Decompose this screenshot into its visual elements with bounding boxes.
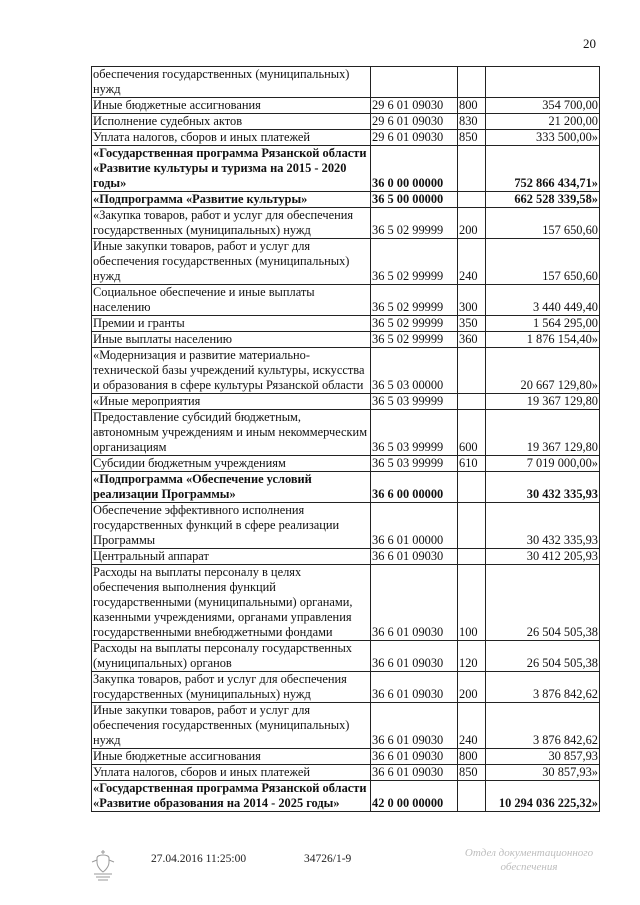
cell-sum: 157 650,60 <box>486 208 600 239</box>
cell-vr <box>458 146 486 192</box>
cell-vr <box>458 348 486 394</box>
cell-code: 36 6 01 09030 <box>371 703 458 749</box>
cell-sum: 30 432 335,93 <box>486 472 600 503</box>
cell-code: 36 5 02 99999 <box>371 316 458 332</box>
cell-vr: 600 <box>458 410 486 456</box>
cell-sum: 30 412 205,93 <box>486 549 600 565</box>
cell-code: 36 5 03 99999 <box>371 394 458 410</box>
cell-code: 42 0 00 00000 <box>371 781 458 812</box>
table-row <box>92 316 600 332</box>
cell-code: 36 6 01 09030 <box>371 672 458 703</box>
cell-code: 36 5 02 99999 <box>371 239 458 285</box>
table-row <box>92 472 600 503</box>
cell-code: 29 6 01 09030 <box>371 130 458 146</box>
cell-vr: 830 <box>458 114 486 130</box>
table-row <box>92 703 600 749</box>
cell-sum: 19 367 129,80 <box>486 394 600 410</box>
cell-sum: 19 367 129,80 <box>486 410 600 456</box>
table-row <box>92 192 600 208</box>
cell-vr <box>458 781 486 812</box>
table-row <box>92 208 600 239</box>
cell-sum: 10 294 036 225,32» <box>486 781 600 812</box>
cell-name: Уплата налогов, сборов и иных платежей <box>92 765 371 781</box>
cell-sum: 7 019 000,00» <box>486 456 600 472</box>
cell-vr <box>458 472 486 503</box>
cell-name: Обеспечение эффективного исполнения государственных функций в сфере реализации Программы <box>92 503 371 549</box>
cell-name: Предоставление субсидий бюджетным, автономным учреждениям и иным некоммерческим организациям <box>92 410 371 456</box>
cell-vr <box>458 549 486 565</box>
cell-sum: 354 700,00 <box>486 98 600 114</box>
cell-vr <box>458 67 486 98</box>
cell-code: 36 5 02 99999 <box>371 208 458 239</box>
cell-sum: 1 876 154,40» <box>486 332 600 348</box>
cell-sum: 3 876 842,62 <box>486 703 600 749</box>
cell-name: «Подпрограмма «Обеспечение условий реализации Программы» <box>92 472 371 503</box>
cell-name: Расходы на выплаты персоналу государственных (муниципальных) органов <box>92 641 371 672</box>
footer-date: 27.04.2016 11:25:00 <box>151 853 247 865</box>
cell-code: 29 6 01 09030 <box>371 98 458 114</box>
cell-vr: 800 <box>458 98 486 114</box>
cell-name: обеспечения государственных (муниципальных) нужд <box>92 67 371 98</box>
cell-vr: 120 <box>458 641 486 672</box>
cell-name: Социальное обеспечение и иные выплаты населению <box>92 285 371 316</box>
cell-code: 36 6 01 00000 <box>371 503 458 549</box>
cell-code: 36 5 02 99999 <box>371 332 458 348</box>
cell-name: «Модернизация и развитие материально-технической базы учреждений культуры, искусства и образования в сфере культуры Рязанской области <box>92 348 371 394</box>
cell-sum: 20 667 129,80» <box>486 348 600 394</box>
cell-vr: 200 <box>458 208 486 239</box>
table-row <box>92 114 600 130</box>
watermark-line-2: обеспечения <box>500 861 558 873</box>
cell-sum: 333 500,00» <box>486 130 600 146</box>
cell-sum: 662 528 339,58» <box>486 192 600 208</box>
cell-vr <box>458 192 486 208</box>
page-number: 20 <box>583 36 596 51</box>
table-row <box>92 348 600 394</box>
cell-sum: 157 650,60 <box>486 239 600 285</box>
cell-code <box>371 67 458 98</box>
cell-name: «Государственная программа Рязанской области «Развитие образования на 2014 - 2025 годы» <box>92 781 371 812</box>
budget-table-body <box>92 67 600 812</box>
table-row <box>92 641 600 672</box>
cell-code: 36 6 01 09030 <box>371 765 458 781</box>
table-row <box>92 410 600 456</box>
table-row <box>92 749 600 765</box>
cell-code: 36 5 03 00000 <box>371 348 458 394</box>
cell-vr <box>458 394 486 410</box>
watermark <box>444 846 614 874</box>
cell-name: Закупка товаров, работ и услуг для обеспечения государственных (муниципальных) нужд <box>92 672 371 703</box>
cell-code: 36 5 03 99999 <box>371 410 458 456</box>
table-row <box>92 781 600 812</box>
cell-code: 36 0 00 00000 <box>371 146 458 192</box>
table-row <box>92 67 600 98</box>
cell-sum: 752 866 434,71» <box>486 146 600 192</box>
emblem-icon <box>88 848 118 882</box>
table-row <box>92 130 600 146</box>
cell-sum: 1 564 295,00 <box>486 316 600 332</box>
budget-table <box>91 66 600 812</box>
cell-sum: 30 857,93 <box>486 749 600 765</box>
cell-code: 36 6 01 09030 <box>371 549 458 565</box>
cell-name: Иные бюджетные ассигнования <box>92 749 371 765</box>
cell-vr: 360 <box>458 332 486 348</box>
cell-name: Субсидии бюджетным учреждениям <box>92 456 371 472</box>
cell-vr: 800 <box>458 749 486 765</box>
footer-doc-number: 34726/1-9 <box>304 853 352 865</box>
table-row <box>92 285 600 316</box>
cell-code: 36 6 00 00000 <box>371 472 458 503</box>
cell-name: Премии и гранты <box>92 316 371 332</box>
cell-code: 29 6 01 09030 <box>371 114 458 130</box>
cell-name: Иные закупки товаров, работ и услуг для обеспечения государственных (муниципальных) нужд <box>92 703 371 749</box>
cell-name: Иные закупки товаров, работ и услуг для обеспечения государственных (муниципальных) нужд <box>92 239 371 285</box>
cell-sum: 26 504 505,38 <box>486 641 600 672</box>
cell-vr: 100 <box>458 565 486 641</box>
cell-vr <box>458 503 486 549</box>
cell-code: 36 6 01 09030 <box>371 565 458 641</box>
cell-name: «Иные мероприятия <box>92 394 371 410</box>
cell-code: 36 5 00 00000 <box>371 192 458 208</box>
cell-vr: 300 <box>458 285 486 316</box>
cell-name: Иные выплаты населению <box>92 332 371 348</box>
table-row <box>92 239 600 285</box>
cell-vr: 850 <box>458 130 486 146</box>
watermark-line-1: Отдел документационного <box>464 847 594 859</box>
cell-sum: 3 440 449,40 <box>486 285 600 316</box>
table-row <box>92 98 600 114</box>
cell-name: «Государственная программа Рязанской области «Развитие культуры и туризма на 2015 - 2020 годы» <box>92 146 371 192</box>
cell-sum <box>486 67 600 98</box>
cell-code: 36 6 01 09030 <box>371 641 458 672</box>
table-row <box>92 332 600 348</box>
cell-vr: 610 <box>458 456 486 472</box>
cell-vr: 350 <box>458 316 486 332</box>
table-row <box>92 549 600 565</box>
table-row <box>92 503 600 549</box>
cell-vr: 850 <box>458 765 486 781</box>
cell-name: Иные бюджетные ассигнования <box>92 98 371 114</box>
cell-code: 36 5 02 99999 <box>371 285 458 316</box>
cell-vr: 200 <box>458 672 486 703</box>
cell-name: Центральный аппарат <box>92 549 371 565</box>
cell-vr: 240 <box>458 239 486 285</box>
cell-code: 36 5 03 99999 <box>371 456 458 472</box>
cell-name: Исполнение судебных актов <box>92 114 371 130</box>
table-row <box>92 394 600 410</box>
cell-sum: 21 200,00 <box>486 114 600 130</box>
cell-sum: 3 876 842,62 <box>486 672 600 703</box>
cell-vr: 240 <box>458 703 486 749</box>
cell-name: Расходы на выплаты персоналу в целях обеспечения выполнения функций государственными (муниципальными) органами, казенными учреждениями, органами управления государственными внебюджетными фондами <box>92 565 371 641</box>
cell-sum: 26 504 505,38 <box>486 565 600 641</box>
table-row <box>92 146 600 192</box>
table-row <box>92 565 600 641</box>
table-row <box>92 672 600 703</box>
cell-name: Уплата налогов, сборов и иных платежей <box>92 130 371 146</box>
cell-sum: 30 432 335,93 <box>486 503 600 549</box>
cell-name: «Закупка товаров, работ и услуг для обеспечения государственных (муниципальных) нужд <box>92 208 371 239</box>
table-row <box>92 765 600 781</box>
table-row <box>92 456 600 472</box>
cell-name: «Подпрограмма «Развитие культуры» <box>92 192 371 208</box>
cell-sum: 30 857,93» <box>486 765 600 781</box>
cell-code: 36 6 01 09030 <box>371 749 458 765</box>
